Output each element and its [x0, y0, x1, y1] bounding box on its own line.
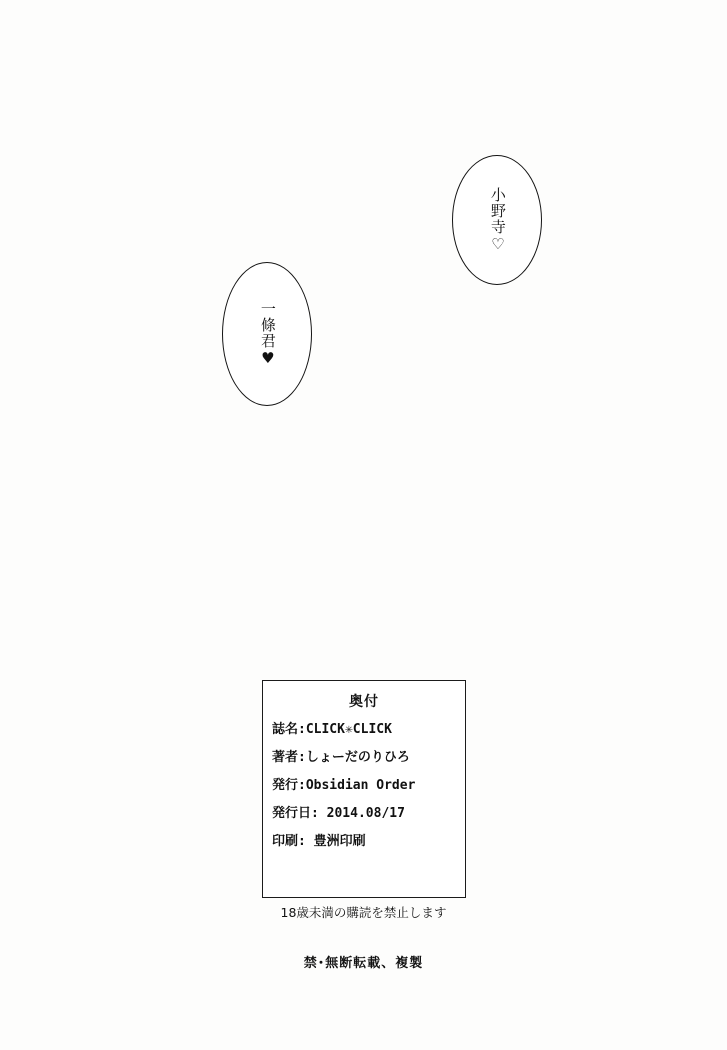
colophon-entry-printer: 印刷: 豊洲印刷 — [272, 834, 366, 849]
colophon-entry-title: 誌名:CLICK✳CLICK — [272, 722, 392, 737]
colophon-title: 奥付 — [349, 694, 379, 710]
colophon-box — [262, 680, 466, 898]
colophon-entry-date: 発行日: 2014.08/17 — [272, 806, 405, 821]
colophon-entry-author: 著者:しょーだのりひろ — [272, 750, 410, 765]
speech-bubble-onodera — [452, 155, 542, 285]
age-restriction-notice: 18歳未満の購読を禁止します — [280, 905, 447, 920]
speech-bubble-onodera-text: 小野寺♡ — [488, 186, 507, 254]
colophon-entry-publisher: 発行:Obsidian Order — [272, 778, 416, 793]
speech-bubble-ichijou — [222, 262, 312, 406]
colophon-entry-list — [263, 723, 465, 848]
copyright-notice: 禁･無断転載、複製 — [303, 956, 424, 971]
speech-bubble-ichijou-text: 一條君♥ — [258, 300, 277, 368]
